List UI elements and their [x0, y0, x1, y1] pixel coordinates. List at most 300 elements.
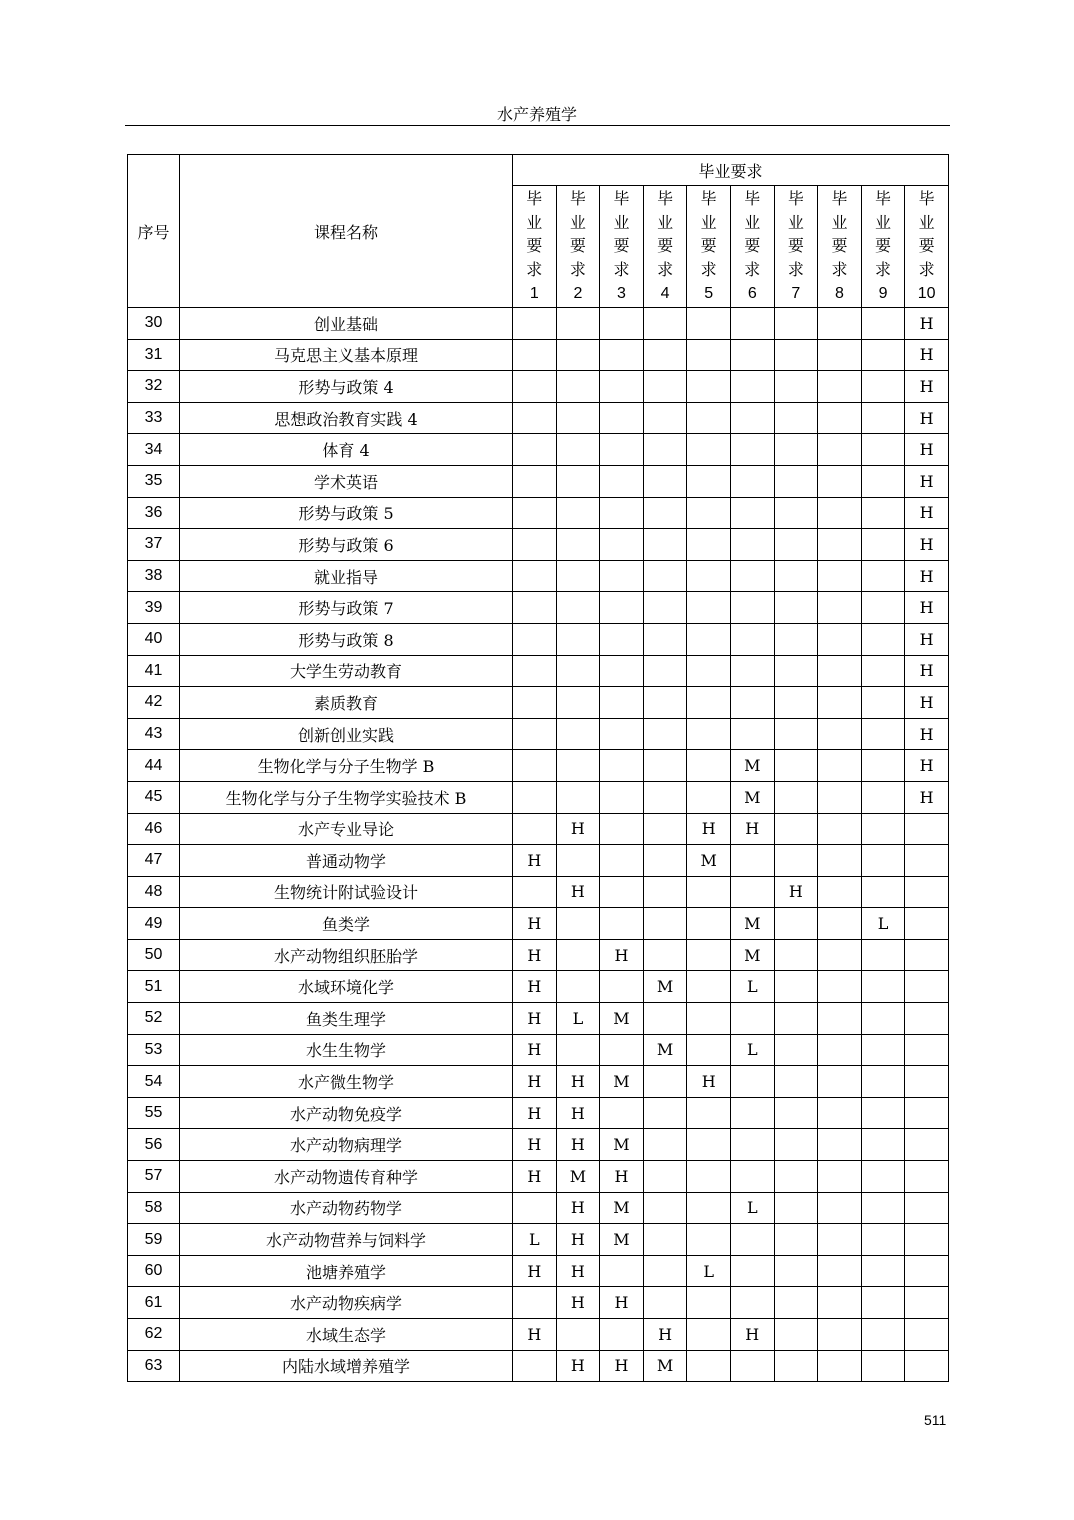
requirement-2-cell: H [556, 1255, 600, 1287]
row-seq: 40 [128, 623, 180, 655]
row-seq: 63 [128, 1350, 180, 1382]
requirement-4-cell [643, 1161, 687, 1193]
requirement-7-cell [774, 308, 818, 340]
requirement-1-cell: H [513, 1319, 557, 1351]
requirement-10-cell [905, 876, 949, 908]
requirement-7-cell [774, 1255, 818, 1287]
row-seq: 34 [128, 434, 180, 466]
requirement-10-cell [905, 1224, 949, 1256]
requirement-6-cell [730, 308, 774, 340]
requirement-5-cell [687, 876, 731, 908]
table-row [128, 497, 949, 529]
header-requirement-number: 5 [704, 285, 714, 303]
row-course-name: 普通动物学 [180, 845, 513, 877]
requirement-2-cell [556, 623, 600, 655]
requirement-8-cell [818, 939, 862, 971]
table-row [128, 1255, 949, 1287]
requirement-3-cell [600, 623, 644, 655]
requirement-6-cell [730, 845, 774, 877]
requirement-10-cell [905, 1066, 949, 1098]
requirement-9-cell [861, 971, 905, 1003]
requirement-9-cell [861, 560, 905, 592]
requirement-5-cell [687, 1350, 731, 1382]
requirement-3-cell [600, 971, 644, 1003]
requirement-1-cell [513, 1192, 557, 1224]
requirement-3-cell [600, 1319, 644, 1351]
requirement-3-cell [600, 497, 644, 529]
requirement-9-cell [861, 1192, 905, 1224]
row-course-name: 水产动物疾病学 [180, 1287, 513, 1319]
requirement-8-cell [818, 1287, 862, 1319]
requirement-4-cell [643, 1255, 687, 1287]
requirement-5-cell [687, 1161, 731, 1193]
requirement-1-cell: H [513, 1255, 557, 1287]
requirement-10-cell: H [905, 592, 949, 624]
requirement-6-cell [730, 655, 774, 687]
requirement-5-cell [687, 971, 731, 1003]
requirement-2-cell: H [556, 1097, 600, 1129]
header-requirement-5 [687, 186, 731, 308]
requirement-6-cell: H [730, 1319, 774, 1351]
requirement-5-cell: M [687, 845, 731, 877]
requirement-3-cell: M [600, 1066, 644, 1098]
requirement-8-cell [818, 1192, 862, 1224]
requirement-3-cell [600, 529, 644, 561]
requirement-5-cell [687, 434, 731, 466]
requirement-8-cell [818, 1224, 862, 1256]
requirement-4-cell [643, 718, 687, 750]
row-course-name: 水产动物遗传育种学 [180, 1161, 513, 1193]
requirement-6-cell: M [730, 939, 774, 971]
row-course-name: 体育 4 [180, 434, 513, 466]
requirement-8-cell [818, 497, 862, 529]
requirement-3-cell [600, 813, 644, 845]
requirement-9-cell [861, 1097, 905, 1129]
table-row [128, 750, 949, 782]
requirement-8-cell [818, 813, 862, 845]
requirement-7-cell [774, 939, 818, 971]
requirement-4-cell: M [643, 971, 687, 1003]
header-requirement-text: 毕 业 要 求 [657, 189, 674, 279]
requirement-3-cell: H [600, 1287, 644, 1319]
requirement-1-cell [513, 465, 557, 497]
requirement-8-cell [818, 718, 862, 750]
requirement-6-cell [730, 465, 774, 497]
table-row [128, 655, 949, 687]
requirement-7-cell [774, 655, 818, 687]
requirement-5-cell [687, 1034, 731, 1066]
requirement-8-cell [818, 781, 862, 813]
requirement-1-cell [513, 339, 557, 371]
requirement-9-cell [861, 371, 905, 403]
requirement-8-cell [818, 1319, 862, 1351]
header-requirement-text: 毕 业 要 求 [700, 189, 717, 279]
requirement-5-cell: L [687, 1255, 731, 1287]
requirement-5-cell [687, 1224, 731, 1256]
requirement-10-cell [905, 1097, 949, 1129]
requirement-7-cell [774, 371, 818, 403]
requirement-5-cell [687, 687, 731, 719]
requirement-4-cell [643, 465, 687, 497]
requirement-4-cell: M [643, 1350, 687, 1382]
requirement-2-cell [556, 687, 600, 719]
requirement-9-cell [861, 434, 905, 466]
table-row [128, 1097, 949, 1129]
requirement-6-cell [730, 592, 774, 624]
header-requirement-text: 毕 业 要 求 [918, 189, 935, 279]
requirement-5-cell [687, 465, 731, 497]
requirement-8-cell [818, 655, 862, 687]
row-course-name: 水产微生物学 [180, 1066, 513, 1098]
requirement-5-cell [687, 1192, 731, 1224]
row-course-name: 生物化学与分子生物学实验技术 B [180, 781, 513, 813]
row-seq: 58 [128, 1192, 180, 1224]
requirement-10-cell [905, 845, 949, 877]
row-course-name: 水产动物药物学 [180, 1192, 513, 1224]
requirement-1-cell [513, 687, 557, 719]
row-seq: 37 [128, 529, 180, 561]
requirement-3-cell [600, 308, 644, 340]
requirement-5-cell [687, 939, 731, 971]
header-requirement-4 [643, 186, 687, 308]
table-row [128, 1350, 949, 1382]
row-course-name: 创业基础 [180, 308, 513, 340]
requirement-1-cell: H [513, 1066, 557, 1098]
row-seq: 53 [128, 1034, 180, 1066]
requirement-2-cell [556, 371, 600, 403]
row-course-name: 水域生态学 [180, 1319, 513, 1351]
requirement-9-cell [861, 592, 905, 624]
row-seq: 47 [128, 845, 180, 877]
requirement-1-cell [513, 718, 557, 750]
requirement-1-cell: H [513, 1161, 557, 1193]
requirement-4-cell [643, 1129, 687, 1161]
header-requirement-number: 9 [878, 285, 888, 303]
requirement-8-cell [818, 1066, 862, 1098]
header-seq: 序号 [128, 155, 180, 308]
requirement-1-cell [513, 623, 557, 655]
header-requirement-number: 2 [573, 285, 583, 303]
requirement-6-cell: H [730, 813, 774, 845]
requirement-10-cell [905, 971, 949, 1003]
requirement-4-cell [643, 939, 687, 971]
table-row [128, 1192, 949, 1224]
row-seq: 61 [128, 1287, 180, 1319]
requirement-2-cell [556, 908, 600, 940]
requirement-6-cell [730, 560, 774, 592]
requirement-6-cell [730, 1066, 774, 1098]
requirement-10-cell [905, 813, 949, 845]
requirement-5-cell [687, 1003, 731, 1035]
header-rule [125, 125, 950, 126]
requirement-10-cell: H [905, 718, 949, 750]
header-requirement-text: 毕 业 要 求 [613, 189, 630, 279]
requirement-2-cell [556, 434, 600, 466]
requirement-1-cell [513, 655, 557, 687]
requirement-2-cell: H [556, 1224, 600, 1256]
row-course-name: 思想政治教育实践 4 [180, 402, 513, 434]
requirement-7-cell: H [774, 876, 818, 908]
requirement-7-cell [774, 813, 818, 845]
requirement-8-cell [818, 592, 862, 624]
requirement-9-cell [861, 687, 905, 719]
requirement-6-cell: L [730, 971, 774, 1003]
table-row [128, 434, 949, 466]
row-seq: 39 [128, 592, 180, 624]
requirement-3-cell [600, 655, 644, 687]
requirement-6-cell [730, 1287, 774, 1319]
requirement-9-cell [861, 1224, 905, 1256]
table-row [128, 465, 949, 497]
requirement-9-cell [861, 781, 905, 813]
requirement-8-cell [818, 1003, 862, 1035]
requirement-3-cell [600, 560, 644, 592]
header-requirement-number: 3 [617, 285, 626, 303]
requirement-7-cell [774, 1003, 818, 1035]
requirement-5-cell [687, 623, 731, 655]
table-row [128, 939, 949, 971]
requirement-3-cell [600, 434, 644, 466]
requirement-1-cell: H [513, 845, 557, 877]
requirement-2-cell [556, 1319, 600, 1351]
requirement-4-cell [643, 845, 687, 877]
table-row [128, 339, 949, 371]
requirement-3-cell: H [600, 1161, 644, 1193]
row-seq: 57 [128, 1161, 180, 1193]
requirement-1-cell [513, 434, 557, 466]
requirement-2-cell [556, 750, 600, 782]
requirement-8-cell [818, 1161, 862, 1193]
requirement-9-cell [861, 623, 905, 655]
requirement-5-cell [687, 1097, 731, 1129]
requirement-2-cell: H [556, 1192, 600, 1224]
requirement-1-cell [513, 308, 557, 340]
requirement-5-cell [687, 750, 731, 782]
row-seq: 44 [128, 750, 180, 782]
table-row [128, 529, 949, 561]
header-requirement-8 [818, 186, 862, 308]
row-seq: 45 [128, 781, 180, 813]
requirement-8-cell [818, 876, 862, 908]
requirement-7-cell [774, 1350, 818, 1382]
requirement-4-cell [643, 813, 687, 845]
requirement-6-cell [730, 1003, 774, 1035]
requirement-9-cell [861, 402, 905, 434]
requirement-8-cell [818, 1129, 862, 1161]
requirement-5-cell [687, 529, 731, 561]
requirement-6-cell: M [730, 781, 774, 813]
row-course-name: 生物统计附试验设计 [180, 876, 513, 908]
row-seq: 49 [128, 908, 180, 940]
row-course-name: 创新创业实践 [180, 718, 513, 750]
requirement-10-cell [905, 1034, 949, 1066]
requirement-3-cell: H [600, 1350, 644, 1382]
requirement-8-cell [818, 434, 862, 466]
row-course-name: 内陆水域增养殖学 [180, 1350, 513, 1382]
requirement-7-cell [774, 1224, 818, 1256]
requirement-3-cell [600, 781, 644, 813]
requirement-10-cell: H [905, 339, 949, 371]
table-row [128, 1287, 949, 1319]
header-requirement-number: 10 [917, 285, 936, 303]
header-requirement-9 [861, 186, 905, 308]
table-row [128, 845, 949, 877]
table-row [128, 1034, 949, 1066]
requirement-10-cell [905, 1161, 949, 1193]
requirement-4-cell: H [643, 1319, 687, 1351]
row-seq: 36 [128, 497, 180, 529]
header-requirement-text: 毕 业 要 求 [875, 189, 892, 279]
requirement-6-cell [730, 402, 774, 434]
requirement-2-cell [556, 465, 600, 497]
requirement-3-cell [600, 687, 644, 719]
row-seq: 52 [128, 1003, 180, 1035]
requirement-7-cell [774, 1129, 818, 1161]
requirement-10-cell [905, 1287, 949, 1319]
row-course-name: 马克思主义基本原理 [180, 339, 513, 371]
requirement-6-cell: M [730, 908, 774, 940]
requirement-9-cell [861, 813, 905, 845]
requirement-10-cell: H [905, 781, 949, 813]
row-seq: 60 [128, 1255, 180, 1287]
table-row [128, 1224, 949, 1256]
requirement-8-cell [818, 687, 862, 719]
requirement-3-cell: M [600, 1129, 644, 1161]
requirement-9-cell [861, 750, 905, 782]
requirement-2-cell: L [556, 1003, 600, 1035]
requirement-8-cell [818, 371, 862, 403]
requirement-3-cell: M [600, 1192, 644, 1224]
requirement-1-cell: H [513, 1003, 557, 1035]
requirement-7-cell [774, 908, 818, 940]
requirement-10-cell: H [905, 560, 949, 592]
requirement-3-cell [600, 845, 644, 877]
requirement-8-cell [818, 339, 862, 371]
row-course-name: 水产动物营养与饲料学 [180, 1224, 513, 1256]
requirement-8-cell [818, 465, 862, 497]
requirement-3-cell: M [600, 1224, 644, 1256]
table-row [128, 402, 949, 434]
requirement-10-cell [905, 1350, 949, 1382]
requirement-9-cell [861, 655, 905, 687]
requirement-5-cell [687, 497, 731, 529]
requirement-9-cell [861, 1003, 905, 1035]
requirement-9-cell [861, 718, 905, 750]
row-course-name: 大学生劳动教育 [180, 655, 513, 687]
requirement-9-cell [861, 529, 905, 561]
row-course-name: 形势与政策 5 [180, 497, 513, 529]
requirement-8-cell [818, 845, 862, 877]
requirement-2-cell: H [556, 876, 600, 908]
requirement-2-cell [556, 655, 600, 687]
requirement-3-cell [600, 592, 644, 624]
table-row [128, 1066, 949, 1098]
requirement-8-cell [818, 750, 862, 782]
requirement-5-cell [687, 339, 731, 371]
requirement-6-cell [730, 1224, 774, 1256]
requirement-5-cell: H [687, 813, 731, 845]
header-requirement-text: 毕 业 要 求 [569, 189, 586, 279]
requirement-2-cell [556, 1034, 600, 1066]
requirement-10-cell [905, 1255, 949, 1287]
requirement-4-cell [643, 371, 687, 403]
row-course-name: 形势与政策 6 [180, 529, 513, 561]
requirement-2-cell: H [556, 1350, 600, 1382]
requirement-8-cell [818, 1034, 862, 1066]
requirement-1-cell [513, 750, 557, 782]
requirement-7-cell [774, 623, 818, 655]
row-course-name: 形势与政策 7 [180, 592, 513, 624]
requirement-8-cell [818, 308, 862, 340]
row-course-name: 素质教育 [180, 687, 513, 719]
requirement-5-cell [687, 592, 731, 624]
requirement-10-cell: H [905, 623, 949, 655]
requirement-3-cell [600, 371, 644, 403]
requirement-9-cell [861, 1287, 905, 1319]
requirement-1-cell [513, 497, 557, 529]
requirement-1-cell: H [513, 971, 557, 1003]
requirement-3-cell [600, 339, 644, 371]
requirement-1-cell [513, 560, 557, 592]
requirement-4-cell [643, 908, 687, 940]
requirement-10-cell [905, 1319, 949, 1351]
requirement-6-cell: L [730, 1034, 774, 1066]
requirement-4-cell [643, 1192, 687, 1224]
requirement-6-cell [730, 1350, 774, 1382]
requirement-8-cell [818, 908, 862, 940]
requirement-1-cell [513, 1350, 557, 1382]
requirement-10-cell: H [905, 687, 949, 719]
requirement-3-cell [600, 1034, 644, 1066]
requirement-2-cell [556, 939, 600, 971]
row-seq: 35 [128, 465, 180, 497]
requirement-7-cell [774, 1192, 818, 1224]
requirement-10-cell: H [905, 371, 949, 403]
requirement-1-cell [513, 781, 557, 813]
requirement-7-cell [774, 1034, 818, 1066]
requirement-6-cell [730, 687, 774, 719]
requirement-8-cell [818, 402, 862, 434]
requirement-8-cell [818, 1255, 862, 1287]
row-course-name: 生物化学与分子生物学 B [180, 750, 513, 782]
requirement-8-cell [818, 623, 862, 655]
requirement-3-cell: M [600, 1003, 644, 1035]
requirement-10-cell [905, 1129, 949, 1161]
row-seq: 55 [128, 1097, 180, 1129]
requirement-10-cell: H [905, 655, 949, 687]
requirement-1-cell [513, 529, 557, 561]
table-row [128, 781, 949, 813]
requirement-3-cell: H [600, 939, 644, 971]
requirement-3-cell [600, 718, 644, 750]
requirement-5-cell [687, 1129, 731, 1161]
requirement-4-cell [643, 308, 687, 340]
requirement-8-cell [818, 560, 862, 592]
requirement-7-cell [774, 750, 818, 782]
row-seq: 56 [128, 1129, 180, 1161]
requirement-8-cell [818, 1097, 862, 1129]
table-row [128, 1161, 949, 1193]
row-seq: 30 [128, 308, 180, 340]
header-requirement-number: 4 [660, 285, 670, 303]
row-seq: 59 [128, 1224, 180, 1256]
requirement-7-cell [774, 687, 818, 719]
requirement-10-cell: H [905, 497, 949, 529]
requirement-5-cell [687, 402, 731, 434]
requirement-6-cell [730, 1129, 774, 1161]
requirement-2-cell [556, 529, 600, 561]
requirement-4-cell [643, 434, 687, 466]
